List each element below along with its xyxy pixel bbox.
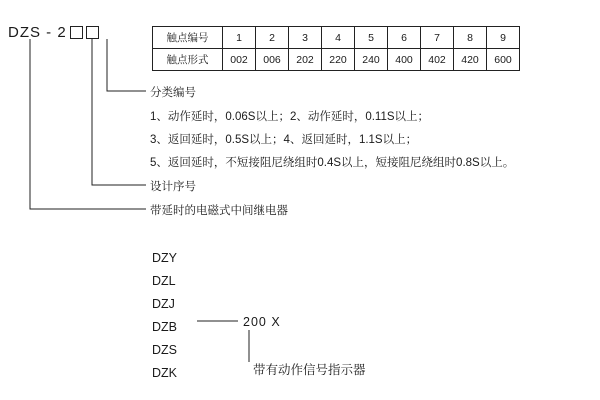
contact-number-cell: 4 (322, 27, 355, 49)
list-item: DZB (152, 320, 177, 334)
series-suffix-label: 200 X (243, 315, 281, 329)
model-code-box-2 (86, 26, 99, 39)
list-item: DZJ (152, 297, 175, 311)
annotation-delay-3: 5、返回延时，不短接阻尼绕组时0.4S以上，短接阻尼绕组时0.8S以上。 (150, 157, 515, 169)
contact-form-header: 触点形式 (153, 49, 223, 71)
contact-form-cell: 006 (256, 49, 289, 71)
model-code-prefix: DZS - 2 (8, 24, 67, 41)
list-item: DZY (152, 251, 177, 265)
list-item: DZK (152, 366, 177, 380)
contact-table (152, 26, 520, 71)
contact-number-cell: 5 (355, 27, 388, 49)
model-code (8, 24, 99, 41)
series-list (152, 247, 177, 385)
contact-number-cell: 1 (223, 27, 256, 49)
contact-number-header: 触点编号 (153, 27, 223, 49)
annotation-delay-1: 1、动作延时，0.06S以上；2、动作延时，0.11S以上； (150, 111, 430, 123)
contact-number-cell: 3 (289, 27, 322, 49)
contact-form-cell: 420 (454, 49, 487, 71)
annotation-delay-2: 3、返回延时，0.5S以上；4、返回延时，1.1S以上； (150, 134, 418, 146)
model-code-box-1 (70, 26, 83, 39)
contact-number-cell: 2 (256, 27, 289, 49)
table-row (153, 49, 520, 71)
annotation-relay-type: 带延时的电磁式中间继电器 (150, 205, 288, 217)
contact-number-cell: 6 (388, 27, 421, 49)
annotation-design-serial: 设计序号 (150, 181, 196, 193)
contact-form-cell: 402 (421, 49, 454, 71)
table-row (153, 27, 520, 49)
contact-number-cell: 7 (421, 27, 454, 49)
list-item: DZS (152, 343, 177, 357)
contact-number-cell: 8 (454, 27, 487, 49)
contact-form-cell: 002 (223, 49, 256, 71)
contact-form-cell: 220 (322, 49, 355, 71)
list-item: DZL (152, 274, 176, 288)
annotation-classification: 分类编号 (150, 87, 196, 99)
indicator-note-label: 带有动作信号指示器 (253, 363, 366, 377)
contact-form-cell: 400 (388, 49, 421, 71)
contact-number-cell: 9 (487, 27, 520, 49)
contact-form-cell: 240 (355, 49, 388, 71)
contact-form-cell: 600 (487, 49, 520, 71)
contact-form-cell: 202 (289, 49, 322, 71)
